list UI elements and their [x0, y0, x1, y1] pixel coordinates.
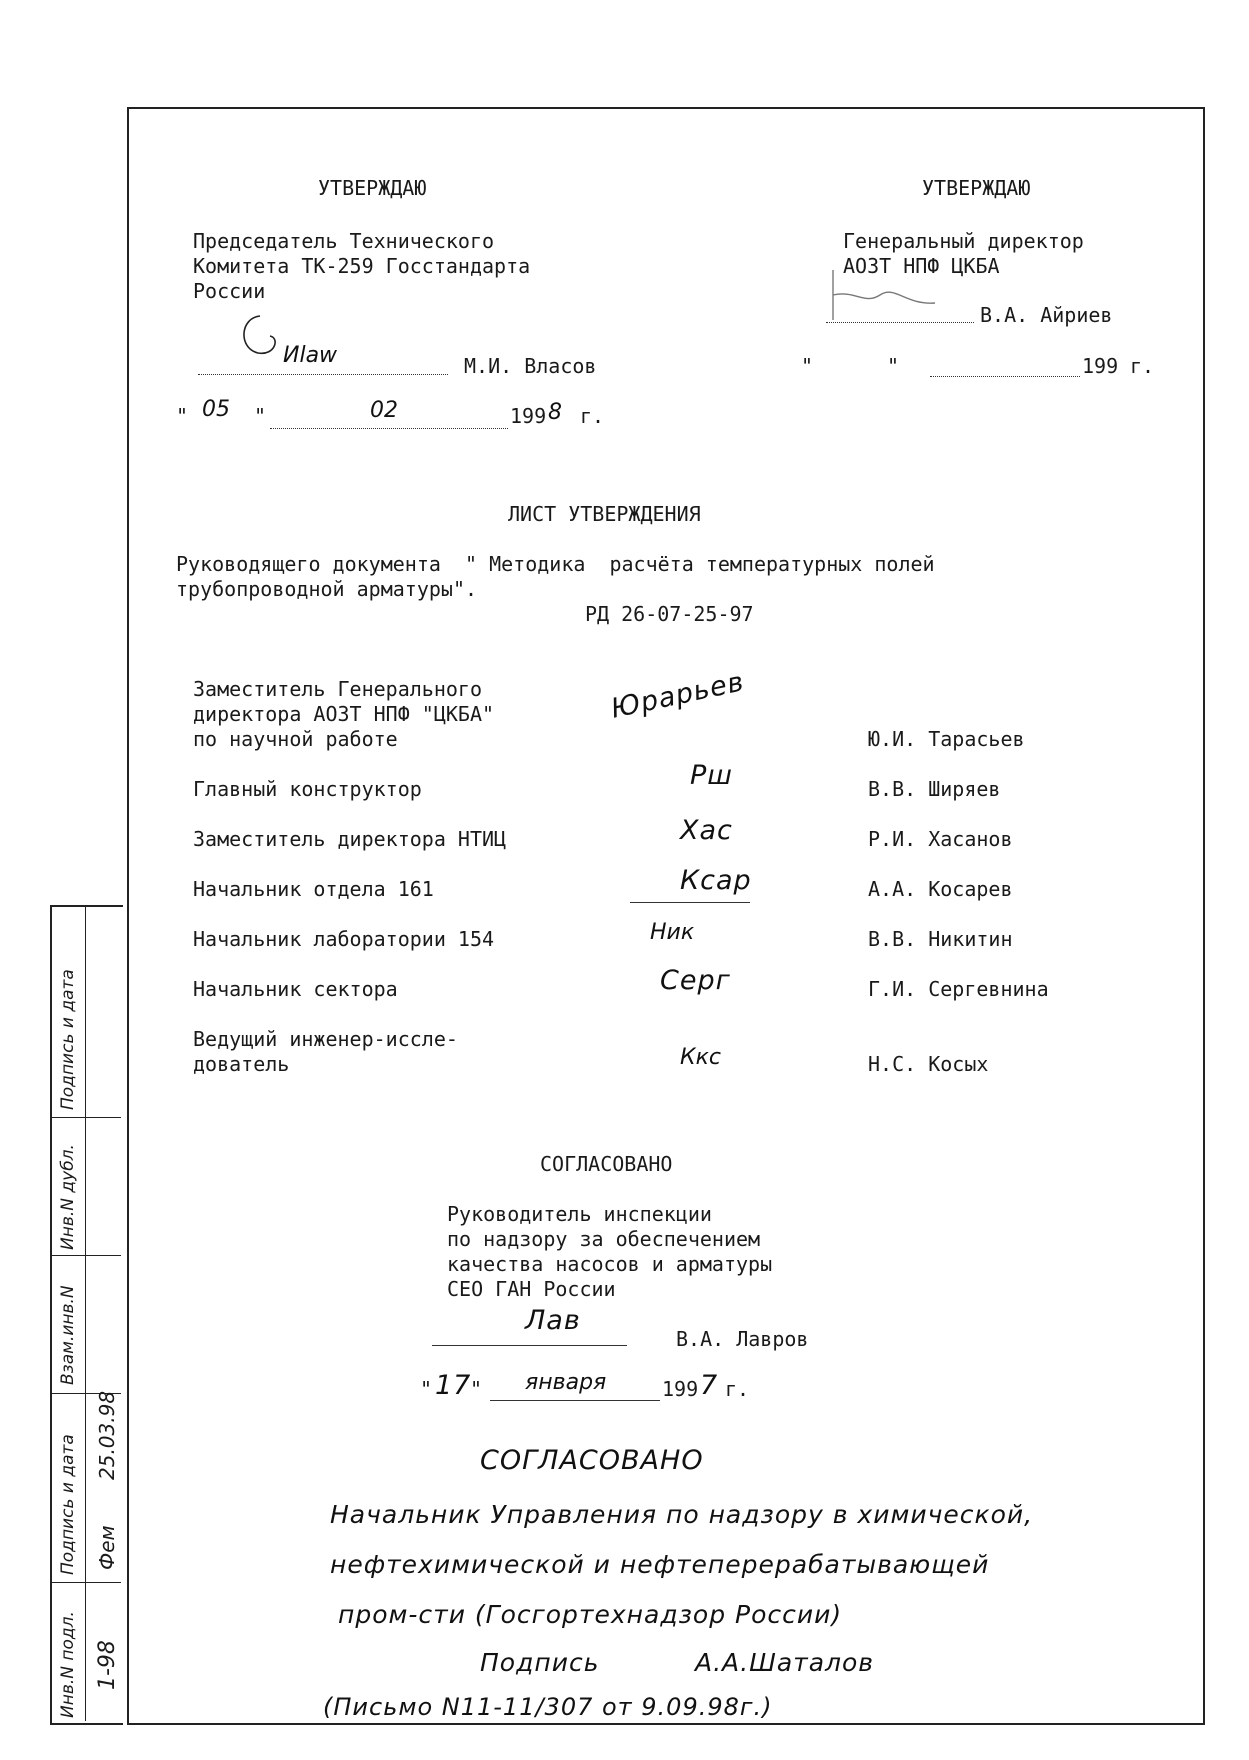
- doc-code: РД 26-07-25-97: [585, 602, 754, 626]
- date-close-quote: ": [887, 354, 900, 378]
- date-line: [930, 376, 1080, 377]
- stamp-label: Инв.N дубл.: [58, 1144, 78, 1250]
- stamp-cell-border: [50, 1117, 121, 1118]
- date-suffix: г.: [580, 404, 605, 428]
- stamp-divider: [85, 905, 86, 1721]
- agreed-line: Руководитель инспекции: [447, 1202, 712, 1226]
- signature-shiryaev: Рш: [690, 760, 733, 791]
- signatory-position: Заместитель Генерального: [193, 677, 482, 701]
- stamp-label: Инв.N подл.: [58, 1611, 78, 1718]
- signatory-name: Р.И. Хасанов: [868, 827, 1013, 851]
- signature-vlasov-stroke: [230, 308, 310, 378]
- signatory-position: директора АОЗТ НПФ "ЦКБА": [193, 702, 495, 726]
- signatory-position: по научной работе: [193, 727, 398, 751]
- signature-sergevnina: Серг: [660, 965, 731, 996]
- signatory-position: Ведущий инженер-иссле-: [193, 1027, 458, 1051]
- signature-line: [432, 1345, 627, 1346]
- stamp-date-value: 25.03.98: [95, 1390, 119, 1480]
- date-close-quote: ": [254, 404, 267, 428]
- stamp-inv-value: 1-98: [95, 1640, 120, 1690]
- handwritten-agreed-line: нефтехимической и нефтеперерабатывающей: [330, 1550, 990, 1579]
- approve-right-line: Генеральный директор: [843, 229, 1084, 253]
- signature-vlasov: Иlаw: [283, 343, 338, 368]
- approve-left-name: М.И. Власов: [464, 354, 597, 378]
- stamp-label: Подпись и дата: [58, 969, 78, 1110]
- stamp-label: Подпись и дата: [58, 1434, 78, 1575]
- stamp-cell-border: [50, 1255, 121, 1256]
- approve-left-heading: УТВЕРЖДАЮ: [318, 176, 427, 200]
- signature-airiev-stroke: [825, 265, 945, 325]
- handwritten-agreed-line: пром-сти (Госгортехнадзор России): [338, 1600, 843, 1629]
- signature-kosykh: Ккс: [680, 1045, 722, 1070]
- date-year-prefix: 199: [662, 1377, 699, 1401]
- signature-line: [630, 902, 750, 903]
- handwritten-letter-note: (Письмо N11-11/307 от 9.09.98г.): [323, 1693, 773, 1721]
- date-year-digit: 7: [700, 1370, 719, 1401]
- approve-right-heading: УТВЕРЖДАЮ: [922, 176, 1031, 200]
- signatory-position: Начальник лаборатории 154: [193, 927, 495, 951]
- date-day: 17: [435, 1370, 472, 1401]
- signatory-position: Заместитель директора НТИЦ: [193, 827, 507, 851]
- signatory-name: В.В. Никитин: [868, 927, 1013, 951]
- agreed-line: по надзору за обеспечением: [447, 1227, 761, 1251]
- approve-left-line: Комитета ТК-259 Госстандарта: [193, 254, 531, 278]
- signatory-name: В.В. Ширяев: [868, 777, 1001, 801]
- date-year-digit: 8: [548, 400, 562, 425]
- stamp-label: Взам.инв.N: [58, 1285, 78, 1385]
- agreed-name: В.А. Лавров: [676, 1327, 809, 1351]
- approve-left-line: России: [193, 279, 266, 303]
- agreed-heading: СОГЛАСОВАНО: [540, 1152, 673, 1176]
- date-close-quote: ": [470, 1377, 483, 1401]
- signatory-position: дователь: [193, 1052, 290, 1076]
- approve-left-line: Председатель Технического: [193, 229, 495, 253]
- signature-tarasev: Юрарьев: [608, 666, 748, 725]
- date-open-quote: ": [420, 1377, 433, 1401]
- signatory-position: Начальник сектора: [193, 977, 398, 1001]
- date-open-quote: ": [176, 404, 189, 428]
- date-month: января: [525, 1370, 607, 1395]
- approve-right-name: В.А. Айриев: [980, 303, 1113, 327]
- signatory-name: Ю.И. Тарасьев: [868, 727, 1025, 751]
- date-line: [490, 1400, 660, 1401]
- signatory-name: А.А. Косарев: [868, 877, 1013, 901]
- date-year-prefix: 199: [510, 404, 547, 428]
- date-open-quote: ": [801, 354, 814, 378]
- signature-lavrov: Лав: [525, 1305, 581, 1336]
- approve-right-line: АОЗТ НПФ ЦКБА: [843, 254, 1000, 278]
- handwritten-sign-label: Подпись: [480, 1648, 600, 1677]
- signature-nikitin: Ник: [650, 920, 695, 945]
- signature-line: [826, 322, 974, 323]
- handwritten-agreed-heading: СОГЛАСОВАНО: [480, 1445, 704, 1476]
- date-day: 05: [202, 397, 230, 422]
- signatory-position: Главный конструктор: [193, 777, 422, 801]
- agreed-line: СЕО ГАН России: [447, 1277, 616, 1301]
- stamp-signature: Фем: [95, 1525, 119, 1570]
- date-year: 199: [1082, 354, 1119, 378]
- agreed-line: качества насосов и арматуры: [447, 1252, 773, 1276]
- signatory-name: Г.И. Сергевнина: [868, 977, 1049, 1001]
- date-suffix: г.: [1130, 354, 1155, 378]
- doc-line: трубопроводной арматуры".: [176, 577, 478, 601]
- date-month: 02: [370, 398, 398, 423]
- signature-kosarev: Ксар: [680, 865, 752, 896]
- date-line: [270, 428, 508, 429]
- sheet-title: ЛИСТ УТВЕРЖДЕНИЯ: [508, 502, 701, 526]
- stamp-cell-border: [50, 1582, 121, 1583]
- signatory-position: Начальник отдела 161: [193, 877, 434, 901]
- handwritten-sign-name: А.А.Шаталов: [695, 1648, 875, 1677]
- signatory-name: Н.С. Косых: [868, 1052, 989, 1076]
- handwritten-agreed-line: Начальник Управления по надзору в химической,: [330, 1500, 1034, 1529]
- date-suffix: г.: [725, 1377, 750, 1401]
- signature-khasanov: Хас: [680, 815, 733, 846]
- doc-line: Руководящего документа " Методика расчёта температурных полей: [176, 552, 935, 576]
